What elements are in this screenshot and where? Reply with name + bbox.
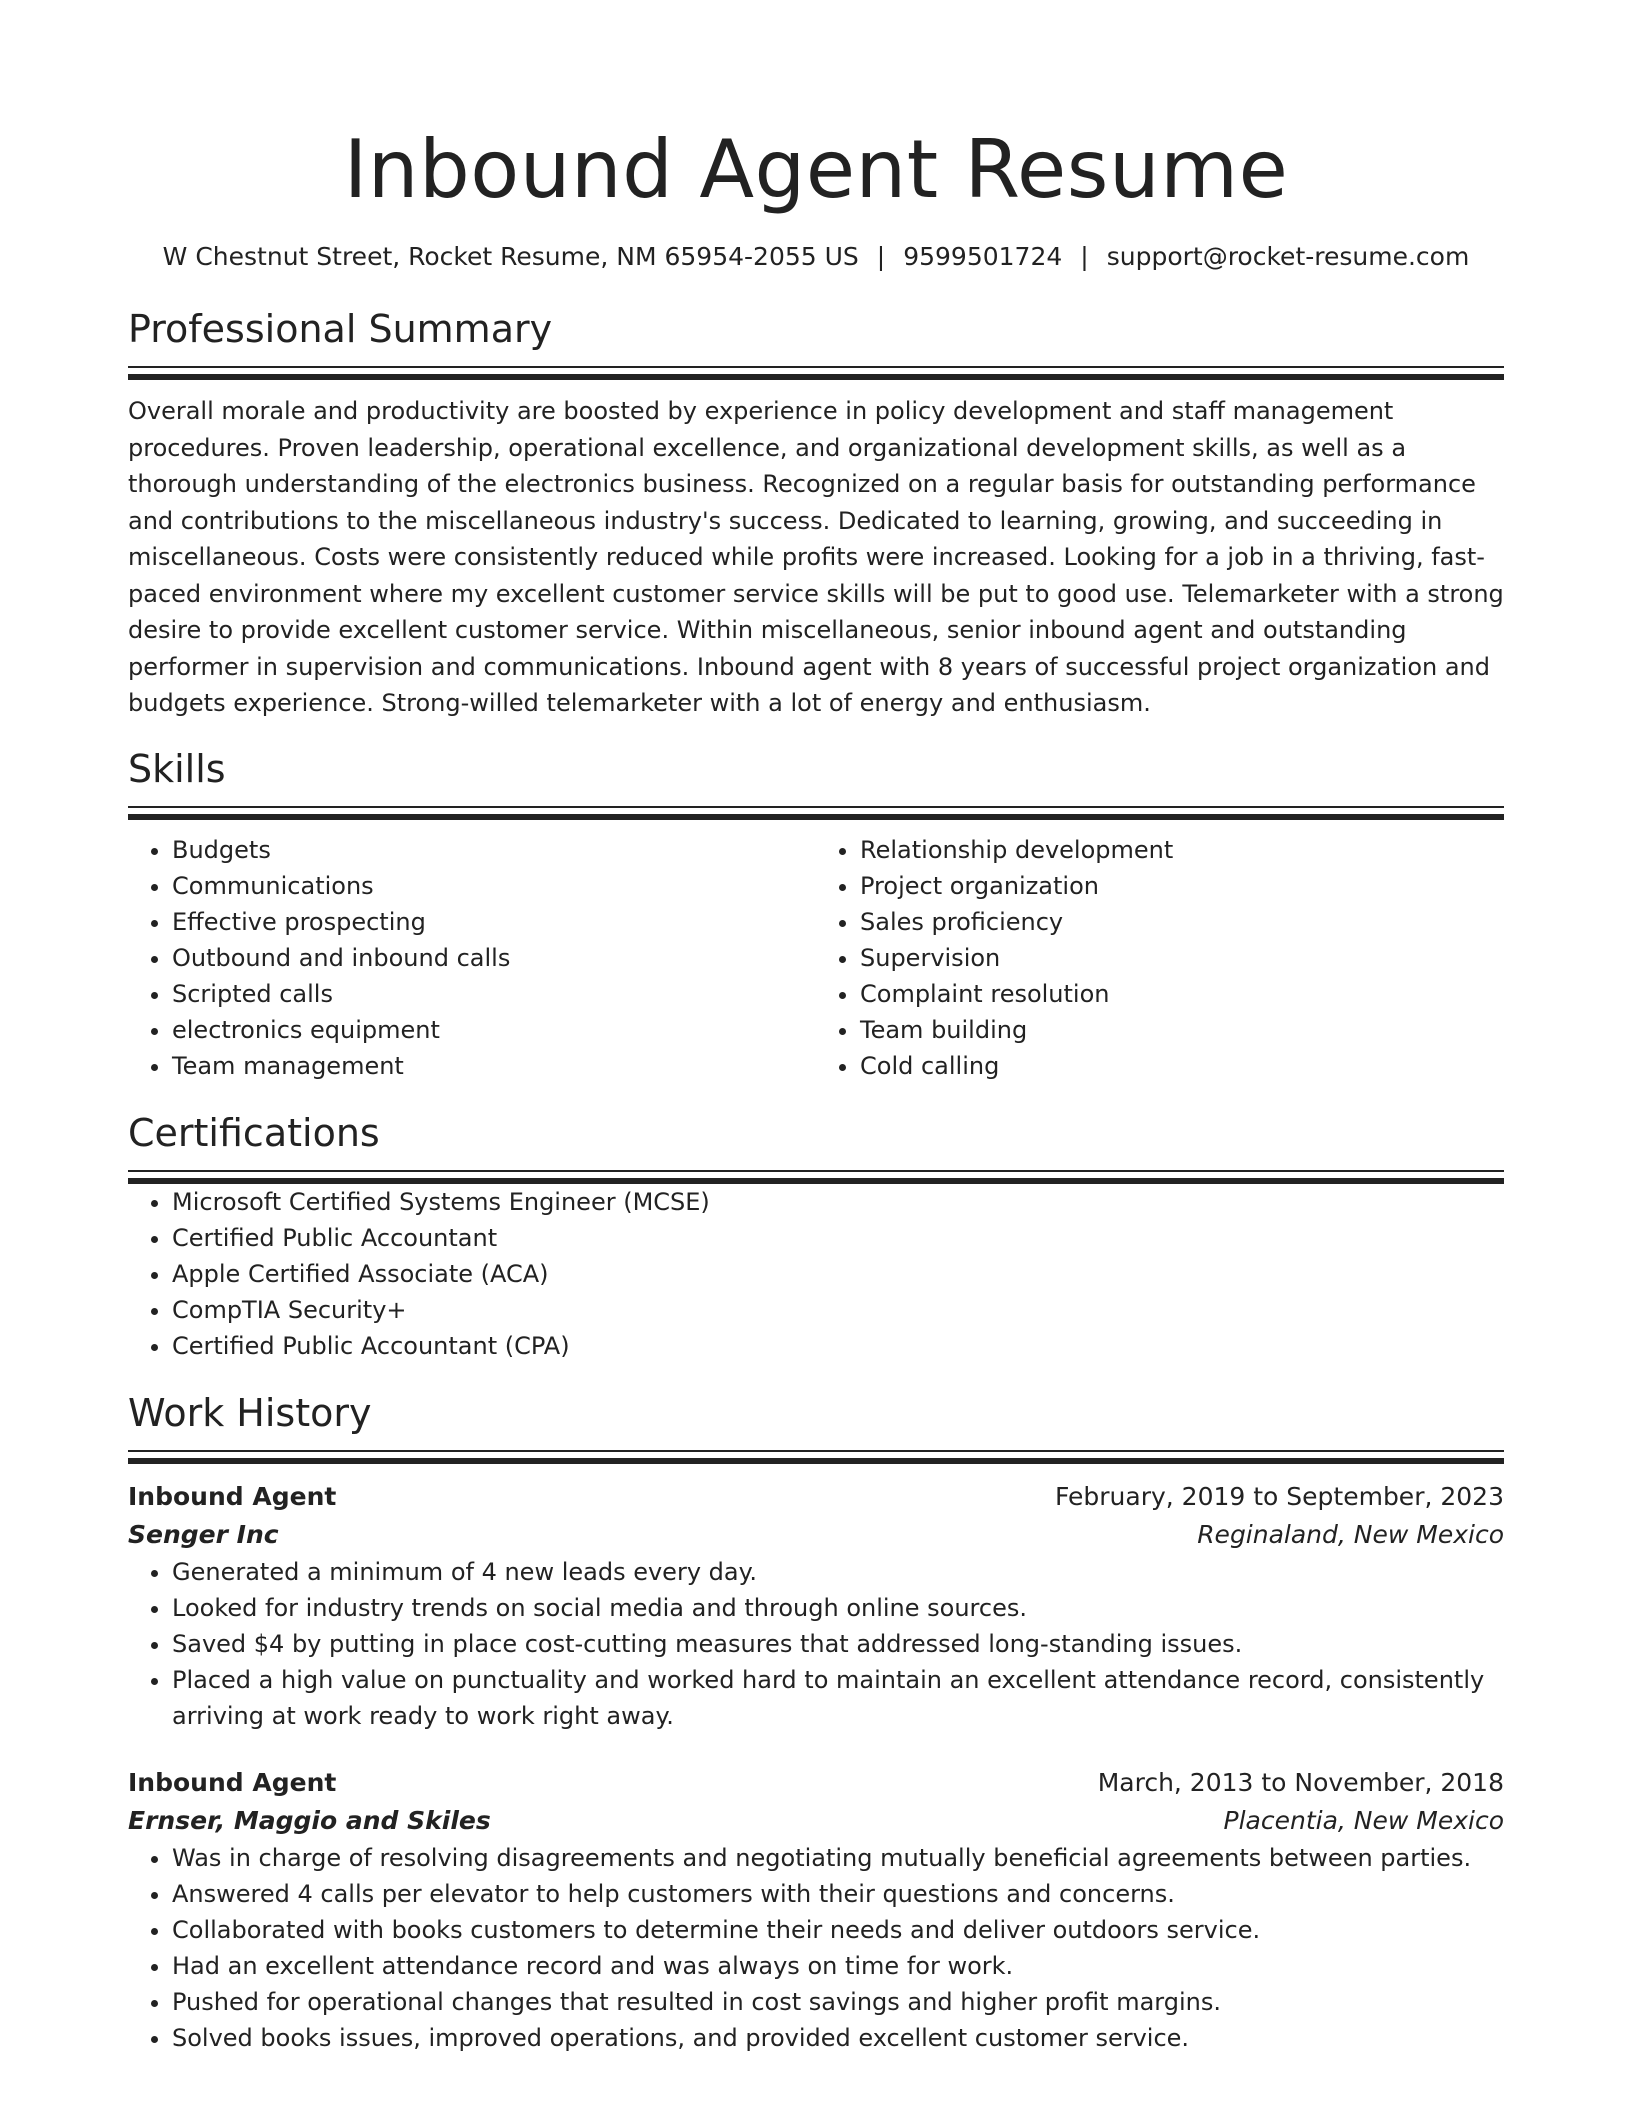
summary-text: Overall morale and productivity are boosted by experience in policy development and staff management procedures. Proven leadership, operational excellence, and organizational development skills, as well as a thorough understanding of the electronics business. Recognized on a regular basis for outstanding performance and contributions to the miscellaneous industry's success. Dedicated to learning, growing, and succeeding in miscellaneous. Costs were consistently reduced while profits were increased. Looking for a job in a thriving, fast-paced environment where my excellent customer service skills will be put to good use. Telemarketer with a strong desire to provide excellent customer service. Within miscellaneous, senior inbound agent and outstanding performer in supervision and communications. Inbound agent with 8 years of successful project organization and budgets experience. Strong-willed telemarketer with a lot of energy and enthusiasm. [128,397,1504,717]
skill-item: • Scripted calls [172,976,816,1012]
contact-address: W Chestnut Street, Rocket Resume, NM 65954-2055 US [162,242,859,271]
skill-item: • Outbound and inbound calls [172,940,816,976]
skills-column-right [816,832,1504,1084]
certifications-section [128,1108,1504,1364]
job-duties-list [128,1840,1504,2056]
contact-line [128,240,1504,274]
skill-item: • Communications [172,868,816,904]
job-location: Reginaland, New Mexico [1197,1519,1504,1549]
certifications-heading: Certifications [128,1110,380,1155]
certification-item: • Certified Public Accountant (CPA) [172,1328,1504,1364]
job-company-row [128,1802,1504,1840]
skill-item: • electronics equipment [172,1012,816,1048]
skills-grid [128,832,1504,1084]
job-title: Inbound Agent [128,1481,337,1511]
certification-item: • Microsoft Certified Systems Engineer (MCSE) [172,1184,1504,1220]
job-header-row [128,1764,1504,1802]
skill-item: • Relationship development [860,832,1504,868]
job-duty: • Placed a high value on punctuality and worked hard to maintain an excellent attendance record, consistently arriving at work ready to work right away. [172,1662,1504,1734]
job-dates: February, 2019 to September, 2023 [1055,1481,1504,1511]
job-duty: • Pushed for operational changes that resulted in cost savings and higher profit margins. [172,1984,1504,2020]
job-title: Inbound Agent [128,1767,337,1797]
job-duties-list [128,1554,1504,1734]
job-company-row [128,1516,1504,1554]
skills-list-right [816,832,1504,1084]
work-history-section [128,1388,1504,2056]
certification-item: • CompTIA Security+ [172,1292,1504,1328]
contact-phone: 9599501724 [903,242,1063,271]
work-history-heading: Work History [128,1390,372,1435]
job-duty: • Had an excellent attendance record and was always on time for work. [172,1948,1504,1984]
skill-item: • Project organization [860,868,1504,904]
skill-item: • Budgets [172,832,816,868]
skill-item: • Team management [172,1048,816,1084]
summary-heading: Professional Summary [128,307,553,351]
job-entry [128,1478,1504,1734]
section-divider [128,806,1504,820]
skill-item: • Complaint resolution [860,976,1504,1012]
certifications-list [128,1184,1504,1364]
skill-item: • Effective prospecting [172,904,816,940]
summary-section [128,304,1504,722]
skills-section [128,744,1504,1084]
job-duty: • Solved books issues, improved operations, and provided excellent customer service. [172,2020,1504,2056]
job-location: Placentia, New Mexico [1223,1805,1504,1835]
job-dates: March, 2013 to November, 2018 [1097,1767,1504,1797]
job-duty: • Answered 4 calls per elevator to help customers with their questions and concerns. [172,1876,1504,1912]
job-duty: • Saved $4 by putting in place cost-cutting measures that addressed long-standing issues. [172,1626,1504,1662]
skill-item: • Cold calling [860,1048,1504,1084]
skills-column-left [128,832,816,1084]
job-duty: • Looked for industry trends on social media and through online sources. [172,1590,1504,1626]
certification-item: • Certified Public Accountant [172,1220,1504,1256]
job-duty: • Collaborated with books customers to determine their needs and deliver outdoors service. [172,1912,1504,1948]
job-header-row [128,1478,1504,1516]
job-duty: • Was in charge of resolving disagreements and negotiating mutually beneficial agreements between parties. [172,1840,1504,1876]
job-duty: • Generated a minimum of 4 new leads every day. [172,1554,1504,1590]
resume-title: Inbound Agent Resume [343,123,1289,216]
section-divider [128,1450,1504,1464]
section-divider [128,366,1504,380]
section-divider [128,1170,1504,1184]
skill-item: • Sales proficiency [860,904,1504,940]
job-entry [128,1764,1504,2056]
job-company: Senger Inc [128,1519,279,1549]
skills-list-left [128,832,816,1084]
contact-separator: | [1080,242,1089,271]
job-company: Ernser, Maggio and Skiles [128,1805,491,1835]
contact-email: support@rocket-resume.com [1106,242,1470,271]
skill-item: • Team building [860,1012,1504,1048]
contact-separator: | [876,242,886,271]
skill-item: • Supervision [860,940,1504,976]
skills-heading: Skills [128,746,226,791]
certification-item: • Apple Certified Associate (ACA) [172,1256,1504,1292]
